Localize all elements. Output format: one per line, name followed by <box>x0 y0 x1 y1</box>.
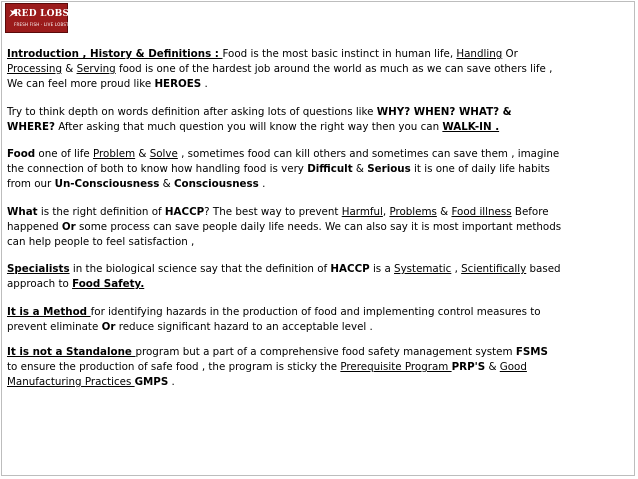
text: . <box>258 178 266 190</box>
term-serious: Serious <box>367 163 411 175</box>
text: in the biological science say that the definition of <box>69 263 331 275</box>
red-lobster-logo <box>5 3 91 33</box>
text: & <box>61 63 77 75</box>
text: the connection of both to know how handling food is very <box>7 163 308 175</box>
term-food: Food <box>7 148 36 160</box>
term-food-safety: Food Safety. <box>72 278 145 290</box>
term-systematic: Systematic <box>394 263 452 275</box>
text: , sometimes food can kill others and sometimes can save them , imagine <box>177 148 560 160</box>
term-gmps: GMPS <box>134 376 169 388</box>
term-unconsciousness: Un-Consciousness <box>54 178 160 190</box>
text: food is one of the hardest job around the world as much as we can save others life , <box>115 63 553 75</box>
questions-2: WHERE? <box>7 120 55 133</box>
text: & <box>352 163 368 175</box>
term-walk-in: WALK-IN . <box>442 120 500 133</box>
term-heroes: HEROES <box>154 78 202 90</box>
term-harmful: Harmful <box>341 205 383 218</box>
term-solve: Solve <box>149 148 178 160</box>
text: is a <box>369 263 395 275</box>
term-handling: Handling <box>456 48 503 60</box>
text: prevent eliminate <box>7 320 102 333</box>
paragraph-specialists-line-2 <box>7 277 635 292</box>
text: some process can save people daily life needs. We can also say it is most important methods <box>75 220 562 233</box>
text: & <box>159 178 174 190</box>
paragraph-what-line-3 <box>7 235 635 250</box>
paragraph-think-line-2 <box>7 120 635 135</box>
text: & <box>485 361 500 373</box>
text: After asking that much question you will know the right way then you can <box>54 120 443 133</box>
paragraph-standalone-line-2 <box>7 360 635 375</box>
text: . <box>201 78 208 90</box>
term-consciousness: Consciousness <box>173 178 259 190</box>
term-problems: Problems <box>389 205 437 218</box>
paragraph-what-line-1 <box>7 205 635 220</box>
term-or: Or <box>61 220 76 233</box>
text: We can feel more proud like <box>7 78 155 90</box>
document-body <box>7 47 635 390</box>
term-specialists: Specialists <box>7 263 70 275</box>
text: & <box>135 148 150 160</box>
text: happened <box>7 220 62 233</box>
term-fsms: FSMS <box>515 346 548 358</box>
paragraph-intro-line-2 <box>7 62 635 77</box>
text: from our <box>7 178 55 190</box>
logo-subtitle: FRESH FISH · LIVE LOBSTER <box>14 22 75 27</box>
text: Food is the most basic instinct in human life, <box>222 48 457 60</box>
paragraph-standalone-line-1 <box>7 345 635 360</box>
questions-1: WHY? WHEN? WHAT? & <box>376 105 512 118</box>
text: based <box>526 263 561 275</box>
paragraph-specialists-line-1 <box>7 262 635 277</box>
term-prps: PRP'S <box>451 361 486 373</box>
term-scientifically: Scientifically <box>461 263 527 275</box>
term-or: Or <box>101 320 116 333</box>
text: is the right definition of <box>37 205 165 218</box>
term-haccp: HACCP <box>164 205 205 218</box>
text: . <box>168 376 175 388</box>
term-processing: Processing <box>7 63 62 75</box>
text: Try to think depth on words definition after asking lots of questions like <box>7 105 377 118</box>
term-difficult: Difficult <box>307 163 353 175</box>
text: Before <box>511 205 549 218</box>
text: reduce significant hazard to an acceptable level . <box>115 320 373 333</box>
term-manufacturing-practices: Manufacturing Practices <box>7 376 135 388</box>
text: to ensure the production of safe food , the program is sticky the <box>7 361 341 373</box>
paragraph-intro-line-1 <box>7 47 635 62</box>
text: one of life <box>35 148 94 160</box>
text: , <box>382 205 390 218</box>
paragraph-intro-line-3 <box>7 77 635 92</box>
intro-heading: Introduction , History & Definitions : <box>7 48 223 60</box>
term-what: What <box>7 205 38 218</box>
text: for identifying hazards in the production of food and implementing control measures to <box>90 305 541 318</box>
term-good: Good <box>499 361 527 373</box>
text: can help people to feel satisfaction , <box>7 235 195 248</box>
text: it is one of daily life habits <box>410 163 550 175</box>
paragraph-method-line-1 <box>7 305 635 320</box>
text: ? The best way to prevent <box>204 205 342 218</box>
paragraph-standalone-line-3 <box>7 375 635 390</box>
paragraph-food-line-1 <box>7 147 635 162</box>
term-serving: Serving <box>76 63 116 75</box>
term-problem: Problem <box>93 148 136 160</box>
text: Or <box>502 48 518 60</box>
term-standalone: It is not a Standalone <box>7 346 136 358</box>
text: & <box>436 205 452 218</box>
term-method: It is a Method <box>7 305 91 318</box>
text: program but a part of a comprehensive food safety management system <box>135 346 516 358</box>
paragraph-food-line-2 <box>7 162 635 177</box>
text: approach to <box>7 278 73 290</box>
text: , <box>451 263 462 275</box>
paragraph-food-line-3 <box>7 177 635 192</box>
paragraph-method-line-2 <box>7 320 635 335</box>
term-food-illness: Food illness <box>451 205 512 218</box>
logo-title: RED LOBSTER <box>14 9 91 19</box>
paragraph-what-line-2 <box>7 220 635 235</box>
term-haccp: HACCP <box>330 263 370 275</box>
term-prerequisite-program: Prerequisite Program <box>340 361 452 373</box>
paragraph-think-line-1 <box>7 105 635 120</box>
